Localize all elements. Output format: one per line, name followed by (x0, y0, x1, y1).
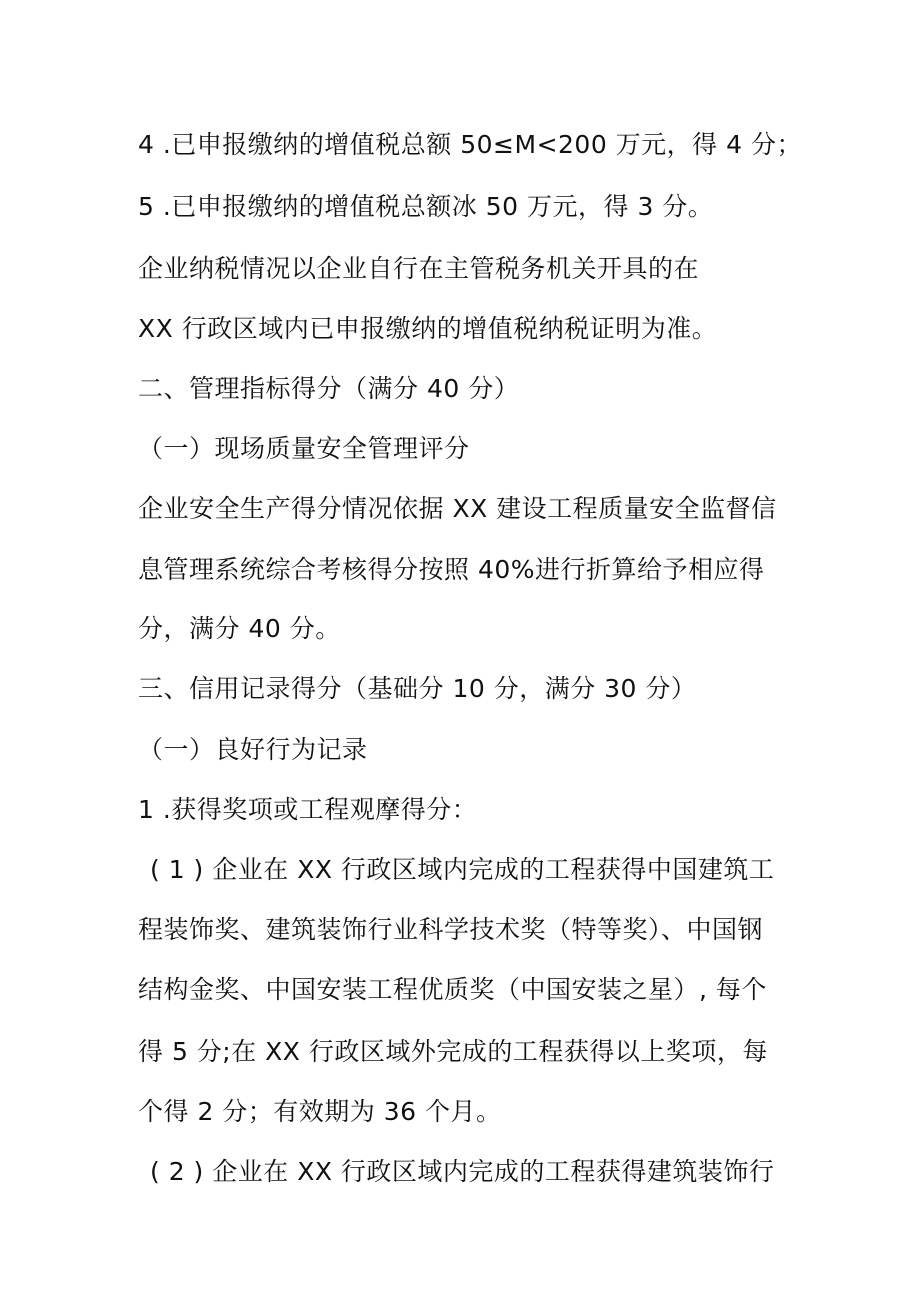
item-heading-awards: 1 .获得奖项或工程观摩得分： (138, 795, 478, 824)
text-line-score-3: 5 .已申报缴纳的增值税总额冰 50 万元，得 3 分。 (138, 192, 714, 221)
section-heading-credit: 三、信用记录得分（基础分 10 分，满分 30 分） (138, 674, 697, 703)
text-line-tax-basis: 企业纳税情况以企业自行在主管税务机关开具的在 (138, 254, 700, 283)
text-line-award-1-cont: 程装饰奖、建筑装饰行业科学技术奖（特等奖）、中国钢 (138, 915, 764, 944)
text-line-score-4: 4 .已申报缴纳的增值税总额 50≤M<200 万元，得 4 分； (138, 130, 802, 159)
subsection-heading-site-safety: （一）现场质量安全管理评分 (138, 434, 470, 463)
subsection-heading-good-record: （一）良好行为记录 (138, 735, 368, 764)
text-line-award-1-end: 个得 2 分；有效期为 36 个月。 (138, 1097, 502, 1126)
text-line-award-1-cont: 得 5 分;在 XX 行政区域外完成的工程获得以上奖项，每 (138, 1037, 768, 1066)
text-line-award-1: ( 1 ) 企业在 XX 行政区域内完成的工程获得中国建筑工 (150, 855, 775, 884)
text-line-tax-basis-cont: XX 行政区域内已申报缴纳的增值税纳税证明为准。 (138, 314, 718, 343)
text-line-safety-score-end: 分，满分 40 分。 (138, 614, 341, 643)
text-line-award-2: ( 2 ) 企业在 XX 行政区域内完成的工程获得建筑装饰行 (150, 1157, 775, 1186)
text-line-safety-score-cont: 息管理系统综合考核得分按照 40%进行折算给予相应得 (138, 555, 765, 584)
text-line-award-1-cont: 结构金奖、中国安装工程优质奖（中国安装之星）, 每个 (138, 975, 767, 1004)
section-heading-management: 二、管理指标得分（满分 40 分） (138, 374, 520, 403)
text-line-safety-score: 企业安全生产得分情况依据 XX 建设工程质量安全监督信 (138, 494, 777, 523)
